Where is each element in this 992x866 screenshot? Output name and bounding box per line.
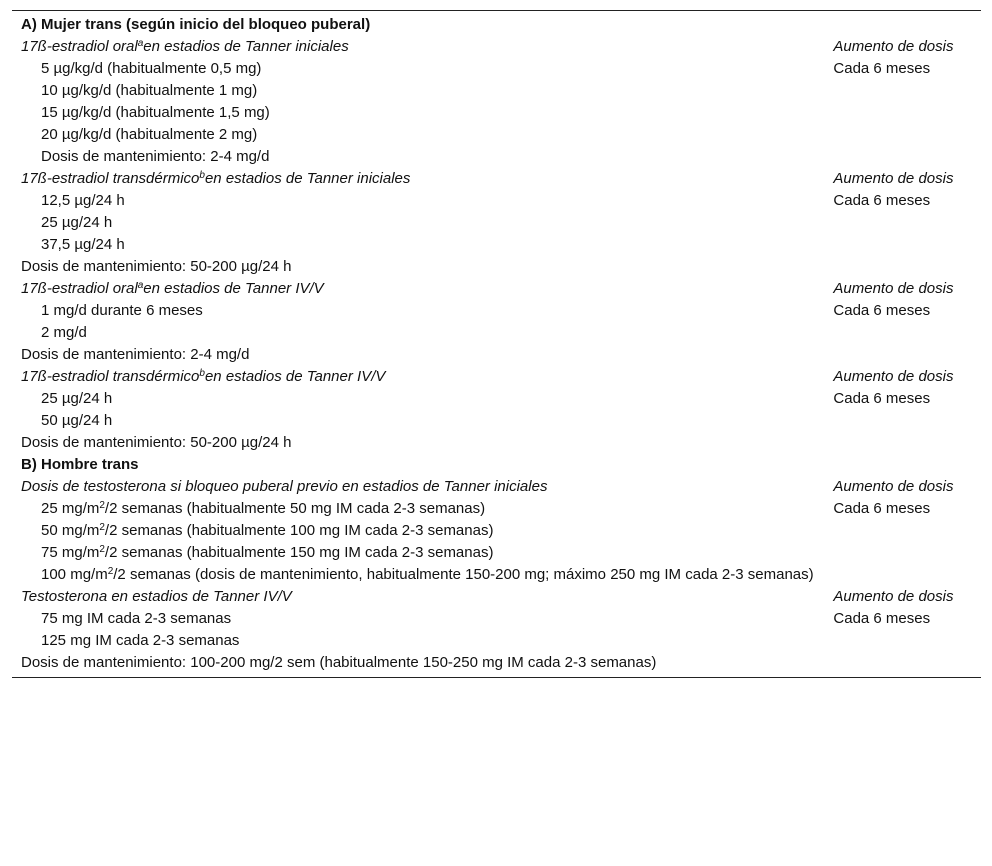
maintenance-dose: Dosis de mantenimiento: 2-4 mg/d <box>21 346 250 363</box>
section-title: A) Mujer trans (según inicio del bloqueo puberal) <box>21 16 371 33</box>
dose-item: 50 µg/24 h <box>41 412 113 429</box>
table-row <box>12 542 981 564</box>
table-row <box>12 256 981 278</box>
dose-item: 75 $mg/m^2/2$ semanas (habitualmente 150 mg IM cada 2-3 semanas) <box>41 544 494 561</box>
dose-item: 25 $mg/m^2/2$ semanas (habitualmente 50 mg IM cada 2-3 semanas) <box>41 500 486 517</box>
dose-increase-label: Aumento de dosis <box>833 588 954 605</box>
table-row <box>12 190 981 212</box>
dose-item: 20 µg/kg/d (habitualmente 2 mg) <box>41 126 258 143</box>
dose-item: 1 mg/d durante 6 meses <box>41 302 203 319</box>
dose-item: 2 mg/d <box>41 324 87 341</box>
table-row <box>12 300 981 322</box>
table-row <box>12 520 981 542</box>
table-row <box>12 212 981 234</box>
frequency-value: Cada 6 meses <box>833 610 931 627</box>
table-row <box>12 322 981 344</box>
table-row <box>12 124 981 146</box>
table-row <box>12 58 981 80</box>
group-heading-row <box>12 36 981 58</box>
group-heading-row <box>12 278 981 300</box>
group-heading-row <box>12 476 981 498</box>
group-heading-row <box>12 366 981 388</box>
group-heading: 17ß-estradiol oral$^a$en estadios de Tanner iniciales <box>21 38 349 55</box>
dose-increase-label: Aumento de dosis <box>833 38 954 55</box>
dose-increase-label: Aumento de dosis <box>833 170 954 187</box>
table-row <box>12 630 981 652</box>
section-title-row <box>12 11 981 37</box>
table-row <box>12 80 981 102</box>
maintenance-dose: Dosis de mantenimiento: 50-200 µg/24 h <box>21 258 292 275</box>
frequency-value: Cada 6 meses <box>833 302 931 319</box>
frequency-value: Cada 6 meses <box>833 390 931 407</box>
dose-item: 25 µg/24 h <box>41 214 113 231</box>
table-row <box>12 234 981 256</box>
table-row <box>12 102 981 124</box>
table-row <box>12 146 981 168</box>
dose-item: 75 mg IM cada 2-3 semanas <box>41 610 232 627</box>
dose-item: 50 $mg/m^2/2$ semanas (habitualmente 100 mg IM cada 2-3 semanas) <box>41 522 494 539</box>
maintenance-dose: Dosis de mantenimiento: 100-200 mg/2 sem (habitualmente 150-250 mg IM cada 2-3 semanas) <box>21 654 657 671</box>
dose-increase-label: Aumento de dosis <box>833 280 954 297</box>
dose-item: 15 µg/kg/d (habitualmente 1,5 mg) <box>41 104 270 121</box>
dose-item: Dosis de mantenimiento: 2-4 mg/d <box>41 148 270 165</box>
group-heading: Testosterona en estadios de Tanner IV/V <box>21 588 292 605</box>
table-row <box>12 344 981 366</box>
dose-item: 100 $mg/m^2/2$ semanas (dosis de mantenimiento, habitualmente 150-200 mg; máximo 250 mg IM cada 2-3 semanas) <box>41 566 814 583</box>
table-row <box>12 652 981 678</box>
group-heading: 17ß-estradiol transdérmico$^b$en estadios de Tanner IV/V <box>21 368 386 385</box>
dose-item: 12,5 µg/24 h <box>41 192 125 209</box>
frequency-value: Cada 6 meses <box>833 60 931 77</box>
dose-item: 125 mg IM cada 2-3 semanas <box>41 632 240 649</box>
frequency-value: Cada 6 meses <box>833 192 931 209</box>
dose-item: 5 µg/kg/d (habitualmente 0,5 mg) <box>41 60 262 77</box>
group-heading: 17ß-estradiol oral$^a$en estadios de Tanner IV/V <box>21 280 324 297</box>
table-row <box>12 608 981 630</box>
dose-increase-label: Aumento de dosis <box>833 368 954 385</box>
section-title: B) Hombre trans <box>21 456 139 473</box>
table-row <box>12 432 981 454</box>
frequency-value: Cada 6 meses <box>833 500 931 517</box>
table-row <box>12 410 981 432</box>
table-row <box>12 388 981 410</box>
section-title-row <box>12 454 981 476</box>
maintenance-dose: Dosis de mantenimiento: 50-200 µg/24 h <box>21 434 292 451</box>
dosing-table <box>12 10 981 678</box>
table-row <box>12 498 981 520</box>
group-heading: Dosis de testosterona si bloqueo puberal previo en estadios de Tanner iniciales <box>21 478 548 495</box>
group-heading-row <box>12 168 981 190</box>
group-heading-row <box>12 586 981 608</box>
group-heading: 17ß-estradiol transdérmico$^b$en estadios de Tanner iniciales <box>21 170 411 187</box>
table-row <box>12 564 981 586</box>
dose-item: 10 µg/kg/d (habitualmente 1 mg) <box>41 82 258 99</box>
dose-increase-label: Aumento de dosis <box>833 478 954 495</box>
dose-item: 25 µg/24 h <box>41 390 113 407</box>
dose-item: 37,5 µg/24 h <box>41 236 125 253</box>
